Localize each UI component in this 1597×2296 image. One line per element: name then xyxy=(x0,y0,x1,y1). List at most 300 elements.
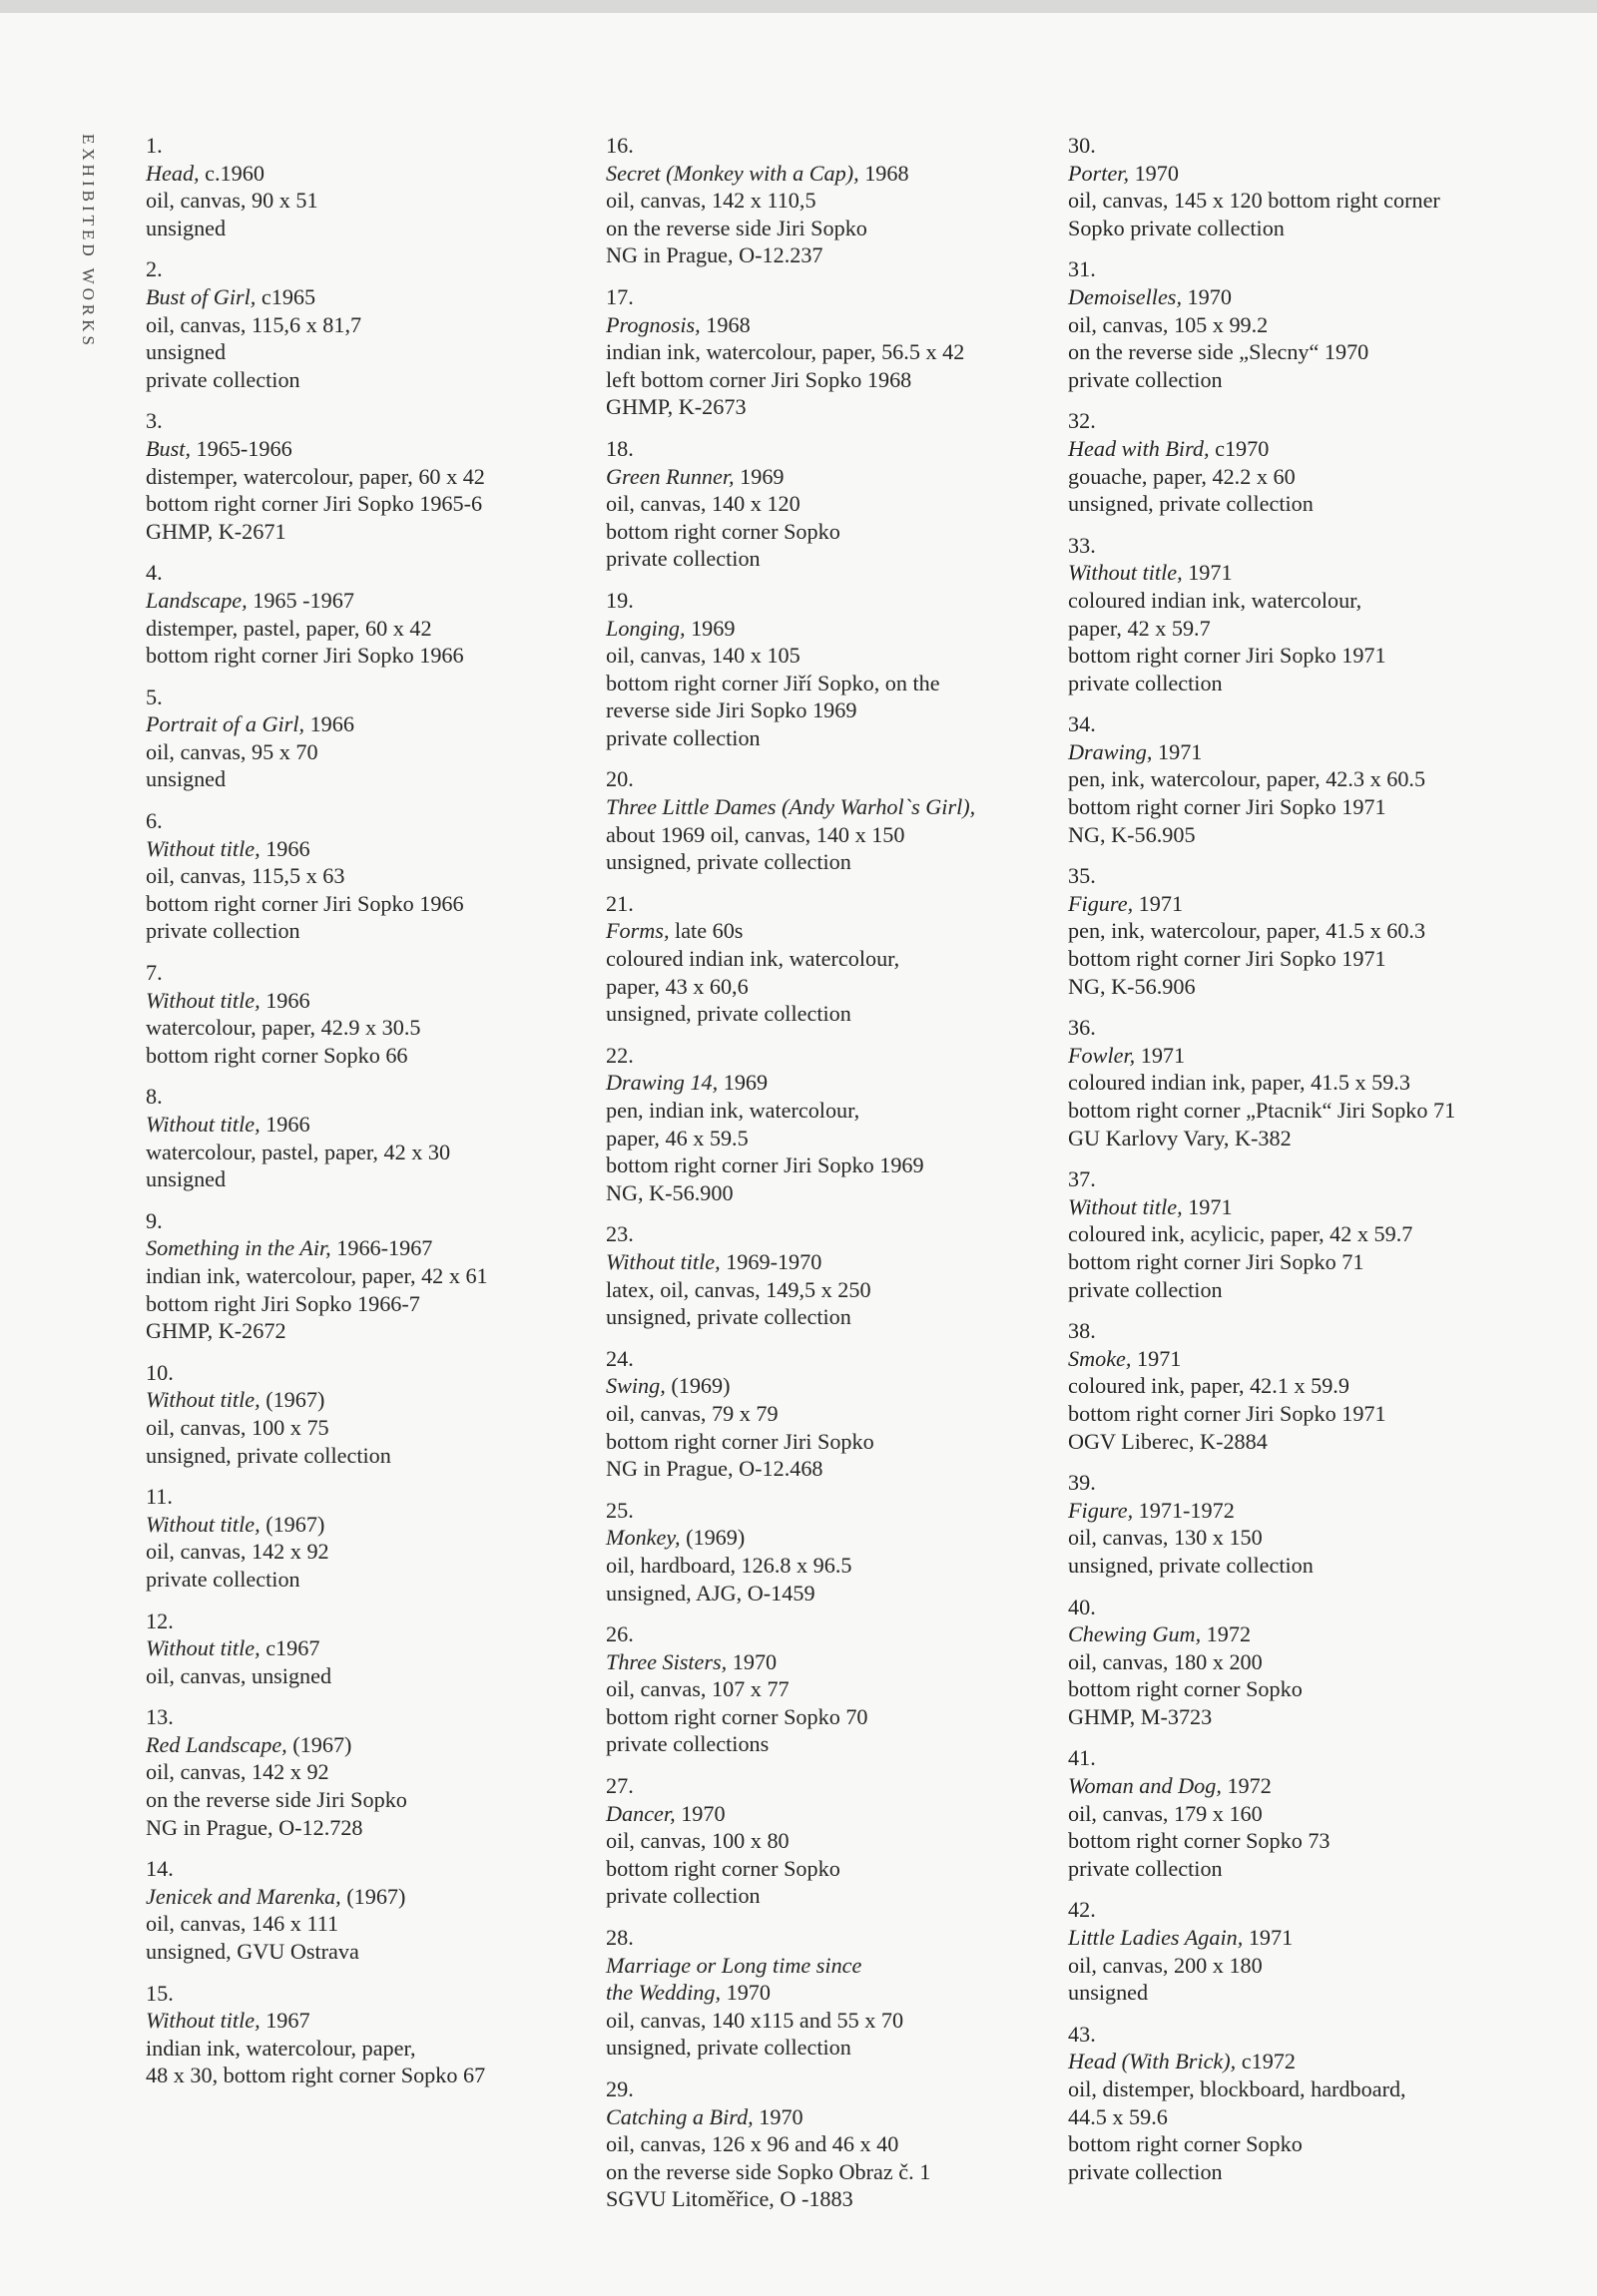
entry-title-line xyxy=(146,1731,575,1759)
entry-number: 13. xyxy=(146,1704,174,1730)
entry-date: 1969 xyxy=(685,615,736,641)
entry-number: 28. xyxy=(606,1925,634,1951)
entry-detail: oil, canvas, 180 x 200 xyxy=(1068,1648,1263,1674)
entry-detail: private collection xyxy=(146,918,300,944)
entry-title: Without title, xyxy=(606,1248,721,1274)
entry-date: c1970 xyxy=(1209,435,1270,461)
entry-number: 41. xyxy=(1068,1745,1096,1771)
catalog-entry xyxy=(1068,407,1507,517)
entry-number: 36. xyxy=(1068,1015,1096,1041)
catalog-entry xyxy=(1068,862,1507,1000)
entry-date: 1971 xyxy=(1135,1042,1186,1068)
entry-number: 24. xyxy=(606,1345,634,1371)
entry-number: 23. xyxy=(606,1221,634,1247)
entry-detail: oil, canvas, 140 x 105 xyxy=(606,643,800,669)
entry-detail: indian ink, watercolour, paper, 56.5 x 42 xyxy=(606,339,965,365)
entry-detail: bottom right corner Jiri Sopko 1966 xyxy=(146,643,464,669)
entry-detail: bottom right corner Sopko xyxy=(606,518,840,544)
entry-detail: unsigned, private collection xyxy=(606,1304,851,1330)
entry-title-line xyxy=(1068,1497,1507,1525)
entry-title: Without title, xyxy=(146,1511,261,1537)
entry-title: Swing, xyxy=(606,1373,666,1399)
catalog-entry xyxy=(1068,1744,1507,1882)
entry-title-line xyxy=(1068,2048,1507,2075)
entry-detail: paper, 46 x 59.5 xyxy=(606,1125,749,1150)
entry-detail: NG, K-56.905 xyxy=(1068,821,1196,847)
catalog-entry xyxy=(606,1042,1045,1207)
entry-detail: oil, canvas, 200 x 180 xyxy=(1068,1952,1263,1978)
entry-number: 22. xyxy=(606,1042,634,1068)
entry-date: c.1960 xyxy=(199,160,265,186)
entry-detail: bottom right corner Jiri Sopko 1971 xyxy=(1068,946,1386,972)
entry-detail: GHMP, K-2672 xyxy=(146,1318,286,1344)
entry-title: Without title, xyxy=(1068,1193,1183,1219)
column-3 xyxy=(1068,132,1507,2199)
catalog-entry xyxy=(146,1083,575,1192)
entry-detail: oil, canvas, 115,5 x 63 xyxy=(146,863,345,889)
entry-detail: bottom right corner Sopko xyxy=(1068,2131,1303,2157)
entry-title-line xyxy=(146,710,575,738)
entry-date: 1966 xyxy=(304,711,354,737)
entry-detail: bottom right corner Sopko 73 xyxy=(1068,1828,1331,1854)
entry-number: 42. xyxy=(1068,1897,1096,1923)
catalog-entry xyxy=(606,283,1045,421)
entry-detail: bottom right corner Jiří Sopko, on the xyxy=(606,670,940,695)
entry-date: (1967) xyxy=(286,1731,352,1757)
entry-number: 18. xyxy=(606,435,634,461)
entry-title: Forms, xyxy=(606,918,670,944)
entry-detail: Sopko private collection xyxy=(1068,215,1285,240)
entry-detail: oil, canvas, 142 x 92 xyxy=(146,1539,329,1565)
entry-number: 35. xyxy=(1068,863,1096,889)
entry-title-line xyxy=(1068,160,1507,188)
entry-number: 30. xyxy=(1068,133,1096,158)
entry-date: 1966 xyxy=(260,987,310,1013)
entry-date: 1971 xyxy=(1133,890,1184,916)
entry-date: c1972 xyxy=(1236,2049,1296,2074)
entry-title-line xyxy=(1068,435,1507,463)
entry-date: 1970 xyxy=(1129,160,1179,186)
entry-detail: NG in Prague, O-12.468 xyxy=(606,1456,823,1482)
entry-detail: private collection xyxy=(146,366,300,392)
entry-detail: bottom right corner Sopko 70 xyxy=(606,1703,868,1729)
top-edge-strip xyxy=(0,0,1597,13)
entry-title-line xyxy=(606,463,1045,491)
entry-title-line xyxy=(146,987,575,1015)
entry-title: Three Sisters, xyxy=(606,1648,728,1674)
entry-detail: private collections xyxy=(606,1731,770,1757)
entry-detail: GHMP, M-3723 xyxy=(1068,1703,1213,1729)
entry-title: Demoiselles, xyxy=(1068,283,1182,309)
entry-title-line xyxy=(146,160,575,188)
entry-title-line xyxy=(606,1372,1045,1400)
entry-title-line xyxy=(606,1524,1045,1552)
entry-title-line xyxy=(606,160,1045,188)
entry-title: Figure, xyxy=(1068,1497,1134,1523)
entry-title: Without title, xyxy=(146,835,261,861)
entry-detail: bottom right corner Jiri Sopko 1971 xyxy=(1068,794,1386,820)
entry-title-line xyxy=(1068,1042,1507,1070)
entry-date: (1967) xyxy=(260,1511,325,1537)
catalog-entry xyxy=(146,1607,575,1690)
entry-date: 1971 xyxy=(1243,1925,1294,1951)
entry-title: Something in the Air, xyxy=(146,1235,331,1261)
entry-title: Without title, xyxy=(1068,560,1183,586)
catalog-entry xyxy=(146,1980,575,2089)
catalog-entry xyxy=(1068,532,1507,697)
entry-detail: oil, distemper, blockboard, hardboard, xyxy=(1068,2076,1406,2101)
entry-detail: bottom right corner Sopko xyxy=(1068,1676,1303,1702)
entry-date: 1965 -1967 xyxy=(247,587,354,613)
entry-title: Portrait of a Girl, xyxy=(146,711,305,737)
entry-detail: private collection xyxy=(606,546,761,572)
entry-title-line xyxy=(146,1883,575,1911)
entry-detail: bottom right corner Jiri Sopko 1965-6 xyxy=(146,491,483,517)
entry-detail: bottom right corner Jiri Sopko 1969 xyxy=(606,1152,924,1178)
entry-detail: NG in Prague, O-12.237 xyxy=(606,242,823,268)
entry-detail: 48 x 30, bottom right corner Sopko 67 xyxy=(146,2063,486,2088)
entry-title-line xyxy=(146,835,575,863)
entry-title-line xyxy=(1068,1772,1507,1800)
entry-title: Without title, xyxy=(146,1635,261,1661)
entry-number: 29. xyxy=(606,2076,634,2101)
entry-detail: distemper, pastel, paper, 60 x 42 xyxy=(146,615,432,641)
catalog-entry xyxy=(146,407,575,545)
section-side-label: EXHIBITED WORKS xyxy=(79,134,98,349)
column-1 xyxy=(146,132,575,2103)
entry-number: 19. xyxy=(606,587,634,613)
entry-title: Marriage or Long time since xyxy=(606,1952,862,1978)
entry-number: 5. xyxy=(146,684,163,709)
catalog-entry xyxy=(1068,2021,1507,2186)
entry-detail: private collection xyxy=(1068,670,1223,695)
entry-detail: oil, canvas, unsigned xyxy=(146,1662,332,1688)
entry-date: 1965-1966 xyxy=(191,435,292,461)
entry-title-line xyxy=(1068,559,1507,587)
entry-detail: bottom right corner Jiri Sopko 1966 xyxy=(146,890,464,916)
entry-title: Longing, xyxy=(606,615,686,641)
entry-detail: pen, indian ink, watercolour, xyxy=(606,1098,860,1123)
entry-title-line xyxy=(146,1234,575,1262)
entry-detail: indian ink, watercolour, paper, xyxy=(146,2035,416,2061)
entry-title: Head, xyxy=(146,160,200,186)
catalog-entry xyxy=(1068,255,1507,393)
entry-number: 20. xyxy=(606,766,634,792)
catalog-entry xyxy=(1068,1469,1507,1579)
entry-date: (1967) xyxy=(260,1387,325,1413)
entry-detail: unsigned, private collection xyxy=(1068,491,1314,517)
entry-detail: unsigned, private collection xyxy=(606,1001,851,1027)
entry-title-line xyxy=(1068,1620,1507,1648)
entry-detail: oil, canvas, 130 x 150 xyxy=(1068,1525,1263,1551)
entry-title-line xyxy=(606,1069,1045,1097)
entry-detail: left bottom corner Jiri Sopko 1968 xyxy=(606,366,912,392)
entry-title: Without title, xyxy=(146,1387,261,1413)
entry-date: 1970 xyxy=(1182,283,1232,309)
entry-title: Drawing, xyxy=(1068,738,1153,764)
entry-title-line xyxy=(1068,738,1507,766)
entry-detail: oil, canvas, 95 x 70 xyxy=(146,738,318,764)
entry-detail: bottom right corner Jiri Sopko 1971 xyxy=(1068,643,1386,669)
entry-date: (1969) xyxy=(680,1525,746,1551)
catalog-entry xyxy=(1068,132,1507,241)
catalog-entry xyxy=(606,1220,1045,1330)
entry-detail: oil, canvas, 100 x 75 xyxy=(146,1414,329,1440)
entry-detail: paper, 42 x 59.7 xyxy=(1068,615,1211,641)
entry-number: 6. xyxy=(146,808,163,834)
entry-number: 34. xyxy=(1068,711,1096,737)
entry-number: 14. xyxy=(146,1856,174,1882)
entry-detail: private collection xyxy=(1068,2158,1223,2184)
catalog-entry xyxy=(1068,710,1507,848)
entry-date: late 60s xyxy=(669,918,744,944)
entry-title-line xyxy=(606,793,1045,821)
entry-detail: oil, canvas, 140 x 120 xyxy=(606,491,800,517)
entry-date: (1969) xyxy=(665,1373,731,1399)
entry-detail: coloured indian ink, watercolour, xyxy=(606,946,900,972)
entry-detail: private collection xyxy=(1068,366,1223,392)
catalog-entry xyxy=(146,1359,575,1469)
entry-title: Woman and Dog, xyxy=(1068,1773,1222,1799)
entry-number: 3. xyxy=(146,408,163,434)
entry-detail: about 1969 oil, canvas, 140 x 150 xyxy=(606,821,905,847)
entry-title: Without title, xyxy=(146,2008,261,2034)
entry-title-line xyxy=(146,435,575,463)
entry-date: 1972 xyxy=(1221,1773,1272,1799)
entry-title: Jenicek and Marenka, xyxy=(146,1883,341,1909)
catalog-entry xyxy=(606,1924,1045,2062)
catalog-entry xyxy=(606,1497,1045,1607)
entry-number: 12. xyxy=(146,1607,174,1633)
entry-title: Head (With Brick), xyxy=(1068,2049,1237,2074)
catalog-entry xyxy=(606,1772,1045,1910)
catalog-entry xyxy=(606,2075,1045,2213)
entry-detail: NG, K-56.906 xyxy=(1068,973,1196,999)
entry-title-line xyxy=(606,615,1045,643)
entry-title: Bust, xyxy=(146,435,191,461)
entry-detail: indian ink, watercolour, paper, 42 x 61 xyxy=(146,1262,488,1288)
catalog-entry xyxy=(606,587,1045,752)
entry-date: 1971 xyxy=(1131,1345,1182,1371)
catalog-entry xyxy=(146,1703,575,1841)
entry-title: Porter, xyxy=(1068,160,1130,186)
entry-detail: unsigned, private collection xyxy=(606,849,851,875)
entry-title: Monkey, xyxy=(606,1525,681,1551)
entry-number: 17. xyxy=(606,283,634,309)
entry-title: Head with Bird, xyxy=(1068,435,1210,461)
entry-detail: unsigned xyxy=(146,1166,227,1192)
entry-detail: unsigned, private collection xyxy=(146,1442,391,1468)
entry-title-line xyxy=(146,1111,575,1139)
entry-detail: GHMP, K-2673 xyxy=(606,394,747,420)
entry-detail: coloured ink, paper, 42.1 x 59.9 xyxy=(1068,1373,1349,1399)
entry-detail: oil, canvas, 115,6 x 81,7 xyxy=(146,311,362,337)
entry-title-line xyxy=(146,283,575,311)
entry-date: 1966 xyxy=(260,835,310,861)
catalog-entry xyxy=(1068,1317,1507,1455)
catalog-entry xyxy=(146,255,575,393)
entry-detail: pen, ink, watercolour, paper, 42.3 x 60.5 xyxy=(1068,766,1426,792)
entry-detail: unsigned, private collection xyxy=(1068,1552,1314,1578)
entry-number: 37. xyxy=(1068,1166,1096,1192)
entry-detail: NG, K-56.900 xyxy=(606,1179,734,1205)
catalog-entry xyxy=(146,1855,575,1965)
entry-title: Red Landscape, xyxy=(146,1731,287,1757)
entry-detail: private collection xyxy=(146,1566,300,1592)
entry-detail: coloured indian ink, watercolour, xyxy=(1068,587,1362,613)
entry-title-line xyxy=(606,1979,1045,2007)
entry-date: c1967 xyxy=(260,1635,320,1661)
entry-date: 1966-1967 xyxy=(330,1235,433,1261)
catalog-entry xyxy=(606,1620,1045,1758)
entry-date: 1970 xyxy=(721,1980,771,2006)
entry-title: Green Runner, xyxy=(606,463,735,489)
entry-detail: bottom right corner Sopko xyxy=(606,1855,840,1881)
entry-detail: private collection xyxy=(606,1883,761,1909)
entry-number: 40. xyxy=(1068,1594,1096,1619)
entry-title-line xyxy=(1068,283,1507,311)
entry-detail: watercolour, pastel, paper, 42 x 30 xyxy=(146,1139,451,1164)
entry-date: 1972 xyxy=(1201,1621,1252,1647)
entry-date: 1969-1970 xyxy=(720,1248,822,1274)
entry-title-line xyxy=(606,1952,1045,1980)
entry-date: 1971-1972 xyxy=(1133,1497,1235,1523)
entry-number: 26. xyxy=(606,1621,634,1647)
entry-detail: on the reverse side Sopko Obraz č. 1 xyxy=(606,2158,931,2184)
entry-date: 1969 xyxy=(734,463,785,489)
entry-number: 11. xyxy=(146,1484,173,1510)
entry-number: 25. xyxy=(606,1497,634,1523)
entry-title: Prognosis, xyxy=(606,311,701,337)
entry-detail: private collection xyxy=(1068,1855,1223,1881)
entry-detail: unsigned, AJG, O-1459 xyxy=(606,1580,815,1606)
entry-detail: reverse side Jiri Sopko 1969 xyxy=(606,697,857,723)
entry-number: 7. xyxy=(146,960,163,986)
entry-title-line xyxy=(606,1248,1045,1276)
entry-title: Fowler, xyxy=(1068,1042,1136,1068)
entry-number: 9. xyxy=(146,1207,163,1233)
entry-number: 1. xyxy=(146,133,163,158)
entry-detail: on the reverse side „Slecny“ 1970 xyxy=(1068,339,1369,365)
entry-detail: unsigned xyxy=(1068,1980,1149,2006)
entry-detail: oil, canvas, 126 x 96 and 46 x 40 xyxy=(606,2131,899,2157)
entry-title-line xyxy=(146,1511,575,1539)
entry-detail: oil, canvas, 179 x 160 xyxy=(1068,1800,1263,1826)
entry-title-line xyxy=(1068,890,1507,918)
catalog-entry xyxy=(606,1345,1045,1483)
entry-title-line xyxy=(146,1634,575,1662)
entry-number: 43. xyxy=(1068,2021,1096,2047)
entry-detail: unsigned xyxy=(146,766,227,792)
entry-detail: oil, hardboard, 126.8 x 96.5 xyxy=(606,1552,852,1578)
entry-detail: on the reverse side Jiri Sopko xyxy=(146,1787,407,1813)
entry-title-line xyxy=(606,1648,1045,1676)
entry-number: 38. xyxy=(1068,1318,1096,1344)
entry-title-line xyxy=(146,1386,575,1414)
entry-detail: oil, canvas, 90 x 51 xyxy=(146,188,318,214)
entry-detail: distemper, watercolour, paper, 60 x 42 xyxy=(146,463,485,489)
entry-date: 1970 xyxy=(675,1800,726,1826)
entry-number: 21. xyxy=(606,890,634,916)
entry-number: 32. xyxy=(1068,408,1096,434)
catalog-entry xyxy=(146,1483,575,1593)
entry-title: the Wedding, xyxy=(606,1980,722,2006)
entry-detail: oil, canvas, 142 x 92 xyxy=(146,1759,329,1785)
catalog-entry xyxy=(146,684,575,793)
entry-title: Dancer, xyxy=(606,1800,676,1826)
catalog-entry xyxy=(146,1207,575,1345)
entry-detail: unsigned xyxy=(146,215,227,240)
entry-detail: pen, ink, watercolour, paper, 41.5 x 60.3 xyxy=(1068,918,1426,944)
entry-detail: bottom right Jiri Sopko 1966-7 xyxy=(146,1290,420,1316)
entry-title: Without title, xyxy=(146,987,261,1013)
entry-date: c1965 xyxy=(256,283,316,309)
entry-detail: NG in Prague, O-12.728 xyxy=(146,1814,363,1840)
entry-title-line xyxy=(146,2007,575,2035)
entry-detail: bottom right corner Jiri Sopko xyxy=(606,1428,874,1454)
entry-detail: unsigned xyxy=(146,339,227,365)
entry-title-line xyxy=(606,311,1045,339)
entry-detail: oil, canvas, 107 x 77 xyxy=(606,1676,790,1702)
entry-number: 15. xyxy=(146,1980,174,2006)
entry-detail: watercolour, paper, 42.9 x 30.5 xyxy=(146,1015,421,1041)
entry-title-line xyxy=(606,917,1045,945)
entry-detail: bottom right corner Jiri Sopko 1971 xyxy=(1068,1400,1386,1426)
entry-detail: coloured ink, acylicic, paper, 42 x 59.7 xyxy=(1068,1221,1413,1247)
entry-detail: private collection xyxy=(606,724,761,750)
entry-title: Little Ladies Again, xyxy=(1068,1925,1244,1951)
entry-title-line xyxy=(1068,1924,1507,1952)
catalog-entry xyxy=(606,765,1045,875)
entry-detail: paper, 43 x 60,6 xyxy=(606,973,749,999)
entry-detail: oil, canvas, 140 x115 and 55 x 70 xyxy=(606,2007,904,2033)
entry-title: Secret (Monkey with a Cap), xyxy=(606,160,859,186)
entry-detail: latex, oil, canvas, 149,5 x 250 xyxy=(606,1276,871,1302)
entry-number: 39. xyxy=(1068,1470,1096,1496)
entry-detail: bottom right corner Sopko 66 xyxy=(146,1042,408,1068)
entry-number: 31. xyxy=(1068,256,1096,282)
entry-title: Catching a Bird, xyxy=(606,2103,754,2129)
catalog-entry xyxy=(1068,1896,1507,2006)
entry-number: 27. xyxy=(606,1773,634,1799)
entry-detail: coloured indian ink, paper, 41.5 x 59.3 xyxy=(1068,1070,1410,1096)
entry-detail: GU Karlovy Vary, K-382 xyxy=(1068,1125,1292,1150)
entry-title: Three Little Dames (Andy Warhol`s Girl), xyxy=(606,794,976,820)
entry-detail: gouache, paper, 42.2 x 60 xyxy=(1068,463,1296,489)
catalog-entry xyxy=(606,890,1045,1028)
entry-detail: 44.5 x 59.6 xyxy=(1068,2103,1168,2129)
entry-title: Drawing 14, xyxy=(606,1070,719,1096)
entry-detail: oil, canvas, 105 x 99.2 xyxy=(1068,311,1269,337)
entry-date: 1970 xyxy=(727,1648,778,1674)
entry-number: 4. xyxy=(146,560,163,586)
entry-detail: unsigned, private collection xyxy=(606,2035,851,2061)
entry-title: Landscape, xyxy=(146,587,248,613)
catalog-entry xyxy=(1068,1165,1507,1303)
column-2 xyxy=(606,132,1045,2227)
entry-date: 1968 xyxy=(700,311,751,337)
entry-detail: private collection xyxy=(1068,1276,1223,1302)
entry-detail: on the reverse side Jiri Sopko xyxy=(606,215,867,240)
entry-detail: unsigned, GVU Ostrava xyxy=(146,1939,359,1965)
entry-title: Smoke, xyxy=(1068,1345,1132,1371)
entry-detail: bottom right corner Jiri Sopko 71 xyxy=(1068,1248,1364,1274)
entry-date: 1971 xyxy=(1182,560,1233,586)
entry-detail: oil, canvas, 146 x 111 xyxy=(146,1911,339,1937)
entry-date: 1966 xyxy=(260,1112,310,1137)
entry-date: 1971 xyxy=(1182,1193,1233,1219)
entry-date: 1968 xyxy=(858,160,909,186)
